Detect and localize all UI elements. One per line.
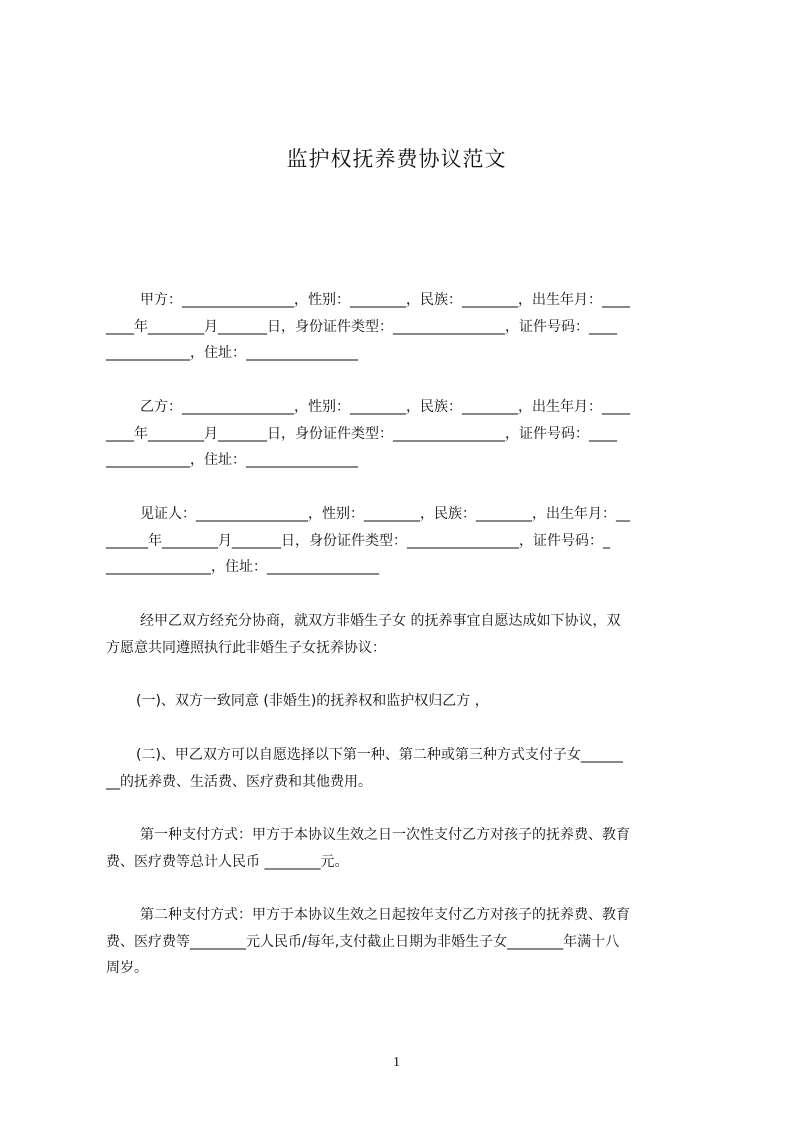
intro-line-1: 经甲乙双方经充分协商，就双方非婚生子女 的抚养事宜自愿达成如下协议，双	[140, 613, 621, 629]
party-a-paragraph	[106, 287, 706, 367]
payment-1-paragraph	[106, 822, 706, 875]
intro-line-2: 方愿意共同遵照执行此非婚生子女抚养协议：	[106, 639, 386, 656]
witness-line-3: _______________，住址：________________	[106, 559, 379, 575]
clause-1-line-1: (一)、双方一致同意 (非婚生)的抚养权和监护权归乙方 ，	[136, 693, 489, 709]
clause-1-paragraph	[106, 688, 706, 715]
party-a-line-2: ____年________月_______日，身份证件类型：________________，证件号码：____	[106, 318, 617, 335]
document-title: 监护权抚养费协议范文	[286, 147, 507, 171]
party-a-line-1: 甲方：________________，性别：________，民族：________，出生年月：____	[140, 292, 630, 308]
payment-2-line-2: 费、医疗费等________元人民币/每年,支付截止日期为非婚生子女________年满十八	[106, 933, 620, 950]
payment-2-line-1: 第二种支付方式：甲方于本协议生效之日起按年支付乙方对孩子的抚养费、教育	[140, 907, 630, 923]
witness-line-2: ______年________月_______日，身份证件类型：________________，证件号码：_	[106, 532, 610, 549]
payment-2-paragraph	[106, 902, 706, 982]
payment-1-line-2: 费、医疗费等总计人民币 ________元。	[106, 853, 349, 870]
party-b-line-2: ____年________月_______日，身份证件类型：________________，证件号码：____	[106, 425, 617, 442]
payment-2-line-3: 周岁。	[106, 960, 148, 976]
witness-line-1: 见证人：________________，性别：________，民族：________，出生年月：__	[140, 506, 630, 522]
clause-2-paragraph	[106, 742, 706, 795]
intro-paragraph	[106, 608, 706, 661]
clause-2-line-1: (二)、甲乙双方可以自愿选择以下第一种、第二种或第三种方式支付子女______	[136, 747, 623, 763]
party-b-line-3: ____________，住址：________________	[106, 452, 358, 468]
payment-1-line-1: 第一种支付方式：甲方于本协议生效之日一次性支付乙方对孩子的抚养费、教育	[140, 827, 630, 843]
witness-paragraph	[106, 501, 706, 581]
page-number: 1	[393, 1055, 400, 1070]
party-b-line-1: 乙方：________________，性别：________，民族：________，出生年月：____	[140, 399, 630, 415]
clause-2-line-2: __的抚养费、生活费、医疗费和其他费用。	[106, 773, 372, 790]
party-a-line-3: ____________，住址：________________	[106, 345, 358, 361]
party-b-paragraph	[106, 394, 706, 474]
